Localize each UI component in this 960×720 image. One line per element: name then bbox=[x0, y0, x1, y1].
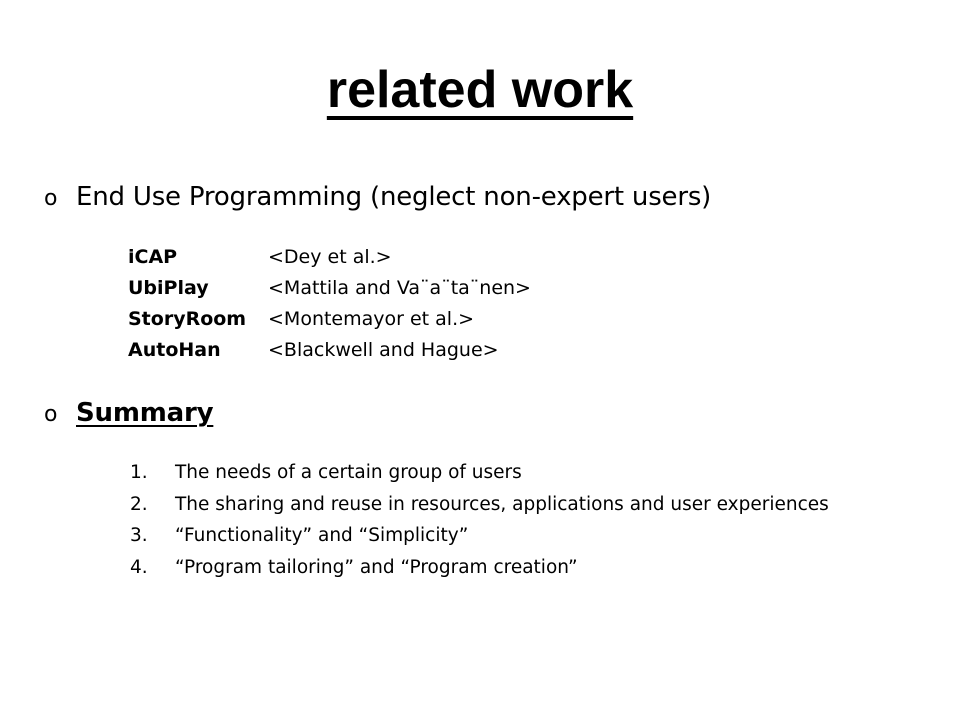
slide-title bbox=[0, 58, 960, 122]
item-number: 2. bbox=[130, 493, 148, 515]
item-number: 3. bbox=[130, 525, 148, 546]
item-text: The sharing and reuse in resources, applications and user experiences bbox=[175, 493, 829, 515]
summary-list bbox=[130, 457, 829, 583]
summary-heading: Summary bbox=[76, 398, 214, 428]
citation: <Dey et al.> bbox=[268, 246, 392, 268]
list-item bbox=[128, 335, 531, 366]
system-name: AutoHan bbox=[128, 339, 221, 361]
related-work-list bbox=[128, 242, 531, 366]
citation: <Mattila and Va¨a¨ta¨nen> bbox=[268, 277, 531, 299]
system-name: StoryRoom bbox=[128, 308, 247, 330]
item-number: 1. bbox=[130, 462, 148, 483]
system-name: iCAP bbox=[128, 246, 178, 268]
item-text: “Functionality” and “Simplicity” bbox=[175, 525, 469, 546]
list-item bbox=[130, 489, 829, 521]
bullet-text: End Use Programming (neglect non-expert users) bbox=[76, 182, 712, 212]
bullet-end-use-programming bbox=[44, 180, 711, 216]
list-item bbox=[130, 552, 829, 584]
item-text: The needs of a certain group of users bbox=[175, 462, 522, 483]
list-item bbox=[130, 457, 829, 489]
system-name: UbiPlay bbox=[128, 277, 209, 299]
item-number: 4. bbox=[130, 556, 148, 578]
list-item bbox=[128, 304, 531, 335]
list-item bbox=[130, 520, 829, 552]
bullet-summary bbox=[44, 396, 213, 432]
list-item bbox=[128, 242, 531, 273]
citation: <Blackwell and Hague> bbox=[268, 339, 499, 361]
slide-title-text: related work bbox=[326, 61, 634, 119]
citation: <Montemayor et al.> bbox=[268, 308, 475, 330]
bullet-marker: o bbox=[44, 402, 58, 427]
list-item bbox=[128, 273, 531, 304]
bullet-marker: o bbox=[44, 186, 58, 211]
item-text: “Program tailoring” and “Program creation” bbox=[175, 556, 578, 578]
